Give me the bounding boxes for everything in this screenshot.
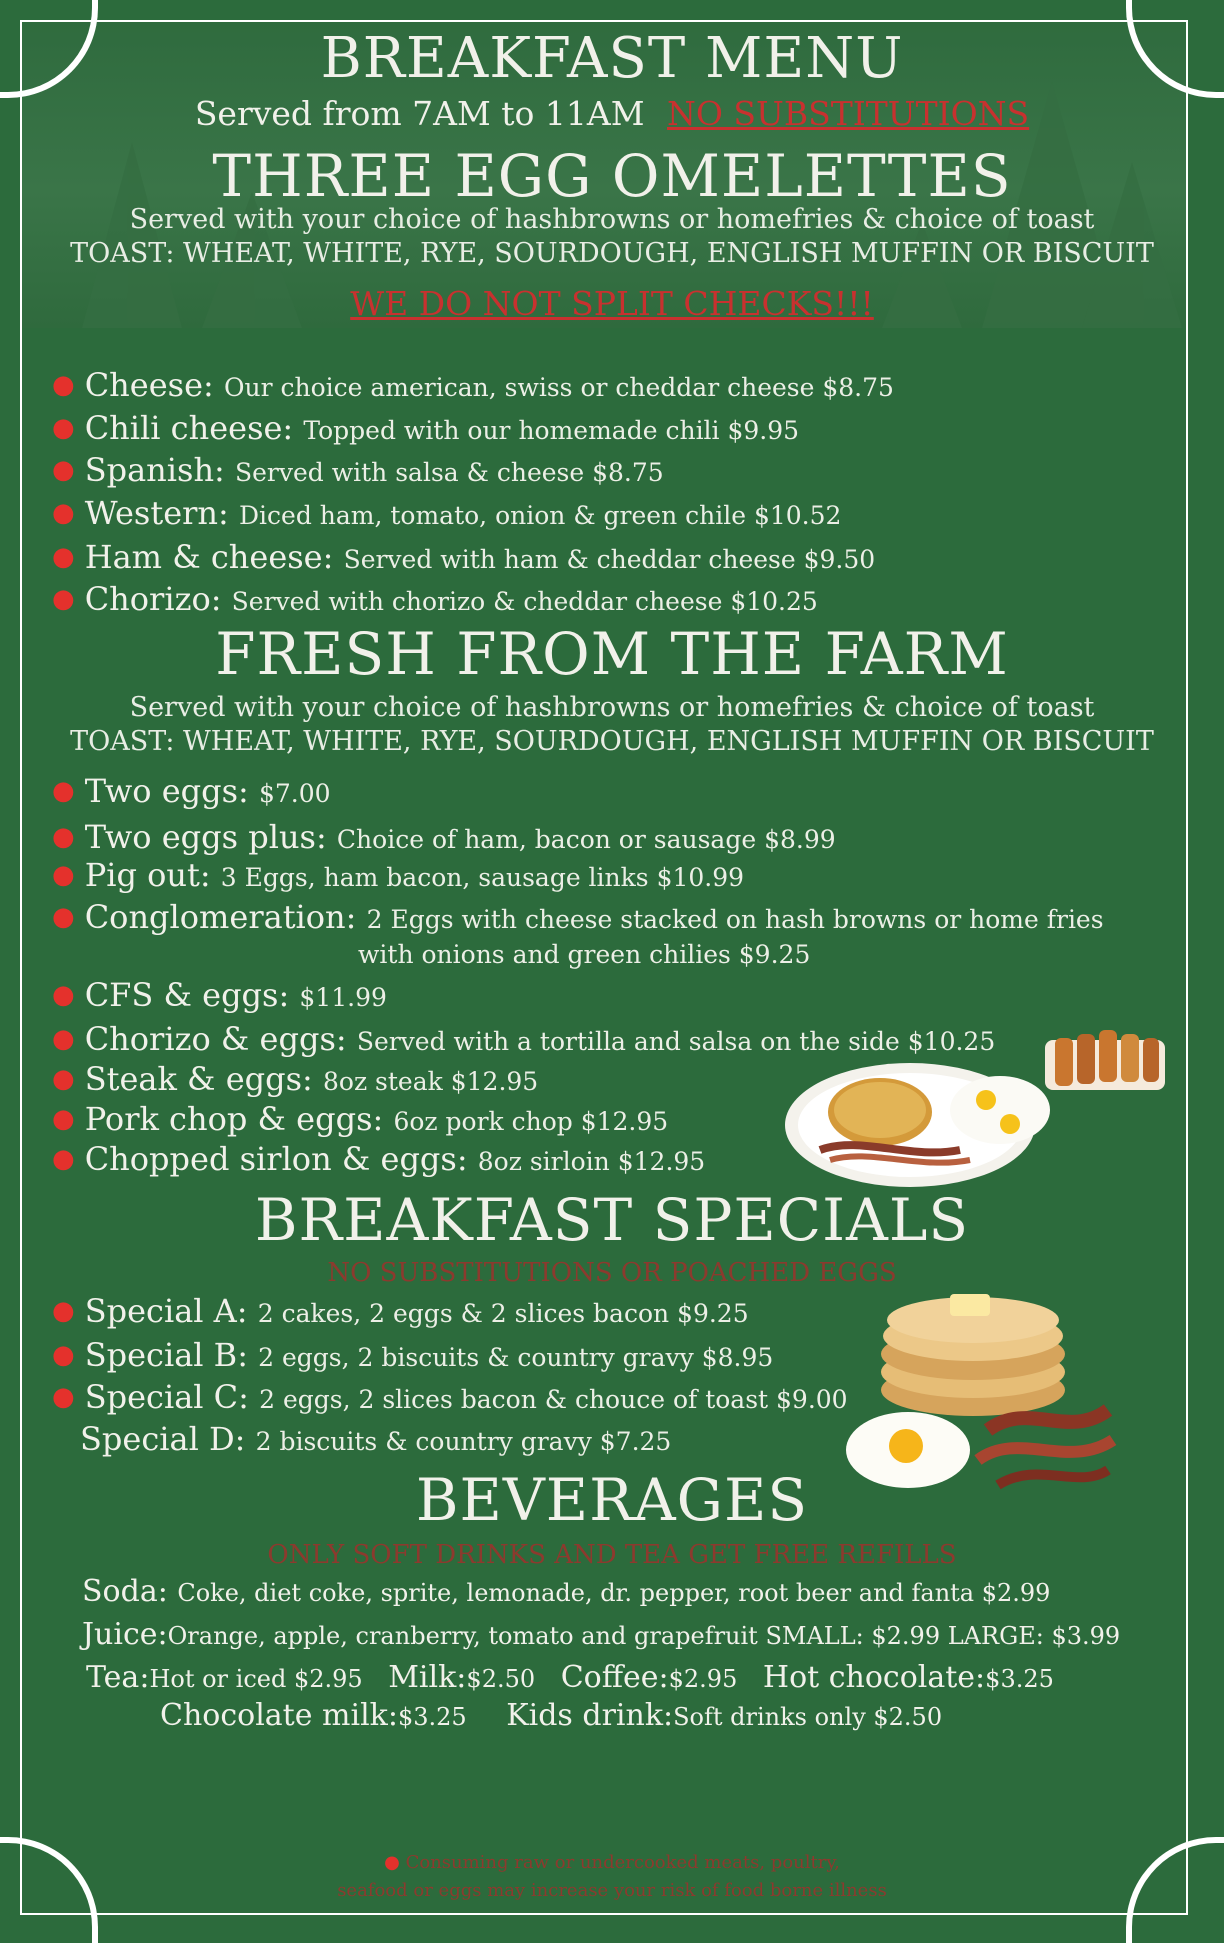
item-detail-continued: with onions and green chilies $9.25	[358, 940, 811, 969]
omelettes-heading: THREE EGG OMELETTES	[212, 142, 1012, 210]
item-name: Kids drink:	[506, 1698, 674, 1733]
farm-heading: FRESH FROM THE FARM	[215, 620, 1009, 688]
item-name: Chorizo & eggs:	[84, 1020, 347, 1058]
item-detail: Soft drinks only $2.50	[673, 1703, 943, 1731]
item-detail: 6oz pork chop $12.95	[393, 1107, 669, 1136]
item-name: Chorizo:	[84, 580, 222, 618]
list-item	[52, 818, 836, 856]
item-detail: Served with salsa & cheese $8.75	[235, 458, 664, 487]
item-name: CFS & eggs:	[84, 976, 290, 1014]
beverages-note: ONLY SOFT DRINKS AND TEA GET FREE REFILLS	[267, 1540, 957, 1570]
item-detail: $11.99	[299, 983, 387, 1012]
item-name: Ham & cheese:	[84, 538, 334, 576]
item-detail: $3.25	[985, 1665, 1054, 1693]
item-detail: $2.50	[466, 1665, 536, 1693]
bullet: ●	[384, 1852, 406, 1873]
item-detail: Our choice american, swiss or cheddar cheese $8.75	[223, 373, 894, 402]
item-name: Special D:	[80, 1420, 246, 1458]
list-item	[52, 976, 387, 1014]
bullet: ●	[52, 822, 75, 852]
beverages-heading: BEVERAGES	[415, 1466, 809, 1534]
item-name: Spanish:	[84, 451, 225, 489]
list-item	[52, 1100, 668, 1138]
bullet: ●	[52, 1340, 75, 1370]
bullet: ●	[52, 1024, 75, 1054]
beverage-tea-milk-coffee-row	[86, 1660, 1054, 1695]
bullet: ●	[52, 1144, 75, 1174]
item-name: Special C:	[84, 1378, 249, 1416]
specials-note: NO SUBSTITUTIONS OR POACHED EGGS	[327, 1258, 897, 1288]
item-name: Pork chop & eggs:	[84, 1100, 384, 1138]
item-name: Steak & eggs:	[84, 1060, 313, 1098]
item-detail: 2 eggs, 2 biscuits & country gravy $8.95	[258, 1343, 774, 1372]
item-name: Two eggs plus:	[84, 818, 327, 856]
list-item	[52, 1336, 773, 1374]
bullet: ●	[52, 980, 75, 1010]
omelettes-toast: TOAST: WHEAT, WHITE, RYE, SOURDOUGH, ENGLISH MUFFIN OR BISCUIT	[70, 238, 1154, 269]
specials-heading: BREAKFAST SPECIALS	[254, 1186, 970, 1254]
item-detail: 2 eggs, 2 slices bacon & chouce of toast $9.00	[259, 1385, 848, 1414]
footer-warning-line2: seafood or eggs may increase your risk of food borne illness	[337, 1880, 887, 1901]
item-detail: $3.25	[397, 1703, 467, 1731]
item-detail: 2 cakes, 2 eggs & 2 slices bacon $9.25	[257, 1299, 749, 1328]
item-name: Pig out:	[84, 856, 211, 894]
item-detail: 2 Eggs with cheese stacked on hash browns or home fries	[366, 905, 1104, 934]
served-hours	[0, 94, 1224, 133]
item-name: Cheese:	[84, 366, 214, 404]
bullet: ●	[52, 498, 75, 528]
item-detail: 2 biscuits & country gravy $7.25	[255, 1427, 672, 1456]
list-item	[52, 494, 841, 532]
item-name: Western:	[84, 494, 229, 532]
list-item	[52, 366, 894, 404]
item-detail: 8oz sirloin $12.95	[477, 1147, 706, 1176]
no-substitutions-note: NO SUBSTITUTIONS	[667, 94, 1030, 133]
item-detail: Diced ham, tomato, onion & green chile $10.52	[238, 501, 842, 530]
item-detail: 8oz steak $12.95	[322, 1067, 539, 1096]
list-item	[52, 1140, 705, 1178]
bullet: ●	[52, 1296, 75, 1326]
eggs-hashbrown-plate-image	[780, 1000, 1180, 1200]
item-name: Two eggs:	[84, 772, 249, 810]
item-detail: Served with chorizo & cheddar cheese $10.25	[231, 587, 818, 616]
farm-toast: TOAST: WHEAT, WHITE, RYE, SOURDOUGH, ENGLISH MUFFIN OR BISCUIT	[70, 726, 1154, 757]
item-name: Special B:	[84, 1336, 248, 1374]
bullet: ●	[52, 370, 75, 400]
item-detail: Choice of ham, bacon or sausage $8.99	[336, 825, 836, 854]
bullet: ●	[52, 413, 75, 443]
bullet: ●	[52, 776, 75, 806]
bullet: ●	[52, 584, 75, 614]
list-item	[52, 898, 1104, 936]
list-item	[52, 409, 799, 447]
bullet: ●	[52, 1064, 75, 1094]
item-detail: Coke, diet coke, sprite, lemonade, dr. pepper, root beer and fanta $2.99	[177, 1579, 1051, 1607]
served-hours-text: Served from 7AM to 11AM	[194, 94, 645, 133]
item-name: Milk:	[388, 1660, 467, 1695]
list-item	[52, 772, 331, 810]
farm-description: Served with your choice of hashbrowns or homefries & choice of toast	[129, 692, 1095, 723]
beverage-juice	[82, 1617, 1120, 1652]
page-title: BREAKFAST MENU	[320, 26, 904, 91]
bullet: ●	[52, 860, 75, 890]
item-detail: 3 Eggs, ham bacon, sausage links $10.99	[220, 863, 745, 892]
list-item	[52, 451, 664, 489]
list-item	[52, 856, 744, 894]
item-detail: Topped with our homemade chili $9.95	[303, 416, 800, 445]
item-detail: Orange, apple, cranberry, tomato and grapefruit SMALL: $2.99 LARGE: $3.99	[167, 1622, 1121, 1650]
list-item	[52, 538, 875, 576]
no-split-checks-note: WE DO NOT SPLIT CHECKS!!!	[350, 284, 874, 323]
item-name: Hot chocolate:	[762, 1660, 986, 1695]
list-item	[52, 1420, 671, 1458]
bullet: ●	[52, 542, 75, 572]
omelettes-description: Served with your choice of hashbrowns or homefries & choice of toast	[129, 204, 1095, 235]
item-detail: Served with ham & cheddar cheese $9.50	[343, 545, 876, 574]
item-name: Special A:	[84, 1292, 248, 1330]
list-item	[52, 1292, 749, 1330]
bullet: ●	[52, 1104, 75, 1134]
item-name: Chocolate milk:	[160, 1698, 398, 1733]
footer-warning-text: Consuming raw or undercooked meats, poultry,	[405, 1852, 840, 1873]
item-name: Chili cheese:	[84, 409, 294, 447]
list-item	[52, 580, 818, 618]
item-name: Juice:	[82, 1617, 168, 1652]
item-name: Conglomeration:	[84, 898, 357, 936]
item-detail: Served with a tortilla and salsa on the side $10.25	[356, 1027, 996, 1056]
list-item	[52, 1060, 538, 1098]
item-name: Soda:	[82, 1574, 168, 1609]
item-detail: $7.00	[259, 779, 331, 808]
item-name: Tea:	[86, 1660, 150, 1695]
bullet: ●	[52, 455, 75, 485]
footer-warning-line1	[0, 1852, 1224, 1873]
item-detail: Hot or iced $2.95	[149, 1665, 363, 1693]
beverage-chocolate-kids-row	[160, 1698, 942, 1733]
bullet: ●	[52, 1382, 75, 1412]
beverage-soda	[82, 1574, 1050, 1609]
list-item	[52, 1378, 848, 1416]
bullet: ●	[52, 902, 75, 932]
item-name: Coffee:	[560, 1660, 669, 1695]
item-detail: $2.95	[668, 1665, 738, 1693]
item-name: Chopped sirlon & eggs:	[84, 1140, 468, 1178]
